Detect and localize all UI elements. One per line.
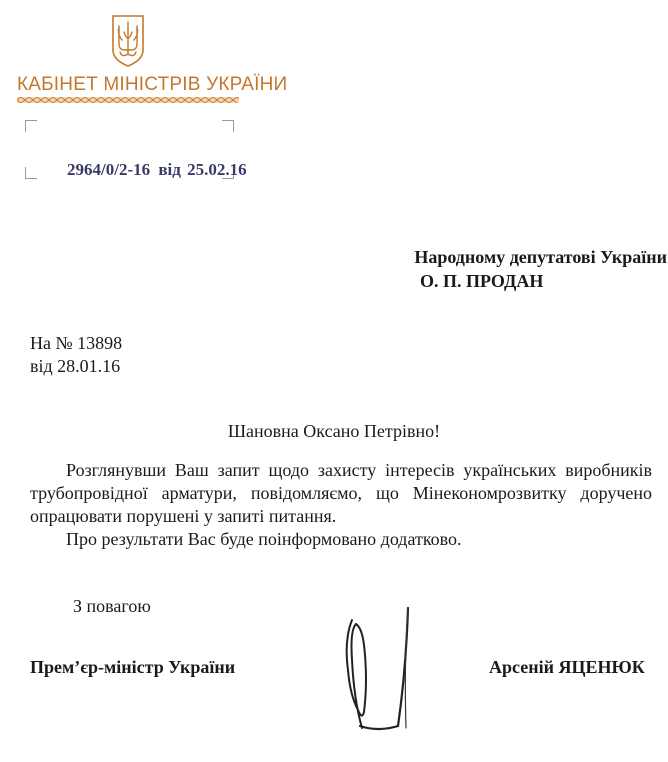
registration-stamp (67, 160, 247, 180)
closing: З повагою (73, 596, 151, 616)
field-corner-top-right (222, 120, 234, 132)
signer-position: Прем’єр-міністр України (30, 657, 236, 677)
salutation: Шановна Оксано Петрівно! (227, 421, 441, 441)
ornament-band (17, 97, 239, 103)
body-paragraph-2: Про результати Вас буде поінформовано додатково. (66, 529, 462, 549)
reference-number: На № 13898 (30, 333, 123, 353)
registration-date: 25.02.16 (187, 160, 247, 179)
reference-date: від 28.01.16 (30, 356, 121, 376)
registration-date-prefix: від (158, 160, 181, 179)
addressee-title: Народному депутатові України (414, 247, 667, 267)
signer-name: Арсеній ЯЦЕНЮК (489, 657, 645, 677)
organization-name: КАБІНЕТ МІНІСТРІВ УКРАЇНИ (17, 74, 288, 95)
body-paragraph-1: Розглянувши Ваш запит щодо захисту інтересів українських виробників трубопровідної арматури, повідомляємо, що Мінекономрозвитку доручено опрацювати порушені у запиті питання. (30, 460, 652, 526)
handwritten-signature-icon (338, 600, 418, 750)
registration-number: 2964/0/2-16 (67, 160, 151, 179)
trident-emblem-icon (111, 14, 145, 68)
letter-body (30, 459, 652, 551)
field-corner-top-left (25, 120, 37, 132)
field-corner-bottom-left (25, 167, 37, 179)
addressee-name: О. П. ПРОДАН (420, 271, 544, 291)
